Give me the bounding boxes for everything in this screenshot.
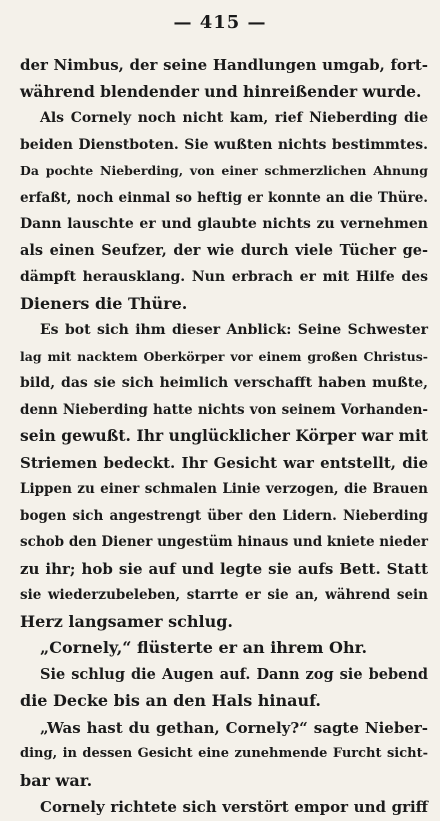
text-line: lag mit nacktem Oberkörper vor einem großen Christus- xyxy=(20,348,428,364)
text-line: Sie schlug die Augen auf. Dann zog sie bebend xyxy=(40,665,428,683)
text-line: schob den Diener ungestüm hinaus und kniete nieder xyxy=(20,534,428,550)
text-line: Herz langsamer schlug. xyxy=(20,611,233,631)
page-number: — 415 — xyxy=(173,12,267,33)
text-line: während blendender und hinreißender wurde. xyxy=(20,81,422,101)
text-line: Dann lauschte er und glaubte nichts zu vernehmen xyxy=(20,216,428,232)
text-line: bogen sich angestrengt über den Lidern. Nieberding xyxy=(20,507,428,524)
text-line: Striemen bedeckt. Ihr Gesicht war entstellt, die xyxy=(20,453,428,472)
body-text xyxy=(20,52,428,821)
text-line: Als Cornely noch nicht kam, rief Nieberding die xyxy=(40,110,428,126)
text-line: Lippen zu einer schmalen Linie verzogen, die Brauen xyxy=(20,481,428,497)
text-line: Cornely richtete sich verstört empor und griff xyxy=(40,798,428,816)
text-line: bar war. xyxy=(20,770,93,790)
text-line: zu ihr; hob sie auf und legte sie aufs Bett. Statt xyxy=(20,559,428,578)
text-line: bild, das sie sich heimlich verschafft haben mußte, xyxy=(20,375,428,391)
text-line: Es bot sich ihm dieser Anblick: Seine Schwester xyxy=(40,322,428,338)
text-line: dämpft herausklang. Nun erbrach er mit Hilfe des xyxy=(20,269,428,285)
text-line: sie wiederzubeleben, starrte er sie an, während sein xyxy=(20,587,428,603)
text-line: als einen Seufzer, der wie durch viele Tücher ge- xyxy=(20,241,428,259)
text-line: denn Nieberding hatte nichts von seinem Vorhanden- xyxy=(20,401,428,418)
text-line: sein gewußt. Ihr unglücklicher Körper war mit xyxy=(20,426,428,445)
text-line: beiden Dienstboten. Sie wußten nichts bestimmtes. xyxy=(20,136,428,153)
text-line: „Was hast du gethan, Cornely?“ sagte Nieber- xyxy=(40,718,428,737)
text-line: „Cornely,“ flüsterte er an ihrem Ohr. xyxy=(40,638,368,657)
text-line: erfaßt, noch einmal so heftig er konnte an die Thüre. xyxy=(20,189,428,206)
text-line: Da pochte Nieberding, von einer schmerzlichen Ahnung xyxy=(20,163,428,178)
text-line: die Decke bis an den Hals hinauf. xyxy=(20,691,321,710)
text-line: Dieners die Thüre. xyxy=(20,293,188,313)
text-line: ding, in dessen Gesicht eine zunehmende Furcht sicht- xyxy=(20,746,428,761)
text-line: der Nimbus, der seine Handlungen umgab, fort- xyxy=(20,56,428,74)
